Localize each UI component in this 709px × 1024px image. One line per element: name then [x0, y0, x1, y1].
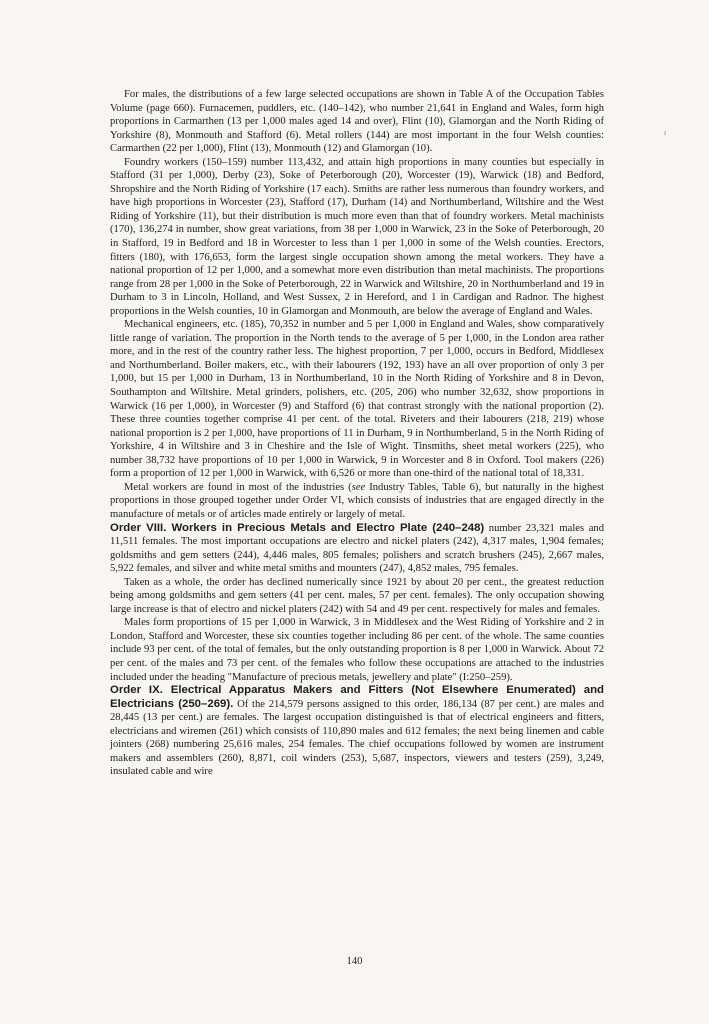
- paragraph-text: Taken as a whole, the order has declined numerically since 1921 by about 20 per cent., the greatest reduction being among goldsmiths and gem setters (41 per cent. males, 57 per cent. females). The only occupation showing large increase is that of electro and nickel platers (242) with 54 and 49 per cent. respectively for males and females.: [110, 576, 604, 615]
- paragraph-mechanical-engineers: [110, 318, 604, 481]
- paragraph-order-proportions: [110, 616, 604, 684]
- paragraph-order-viii: [110, 522, 604, 576]
- paragraph-order-decline: [110, 576, 604, 617]
- paragraph-text: Metal workers are found in most of the industries (: [124, 481, 352, 493]
- paragraph-text: Of the 214,579 persons assigned to this order, 186,134 (87 per cent.) are males and 28,445 (13 per cent.) are females. The largest occupation distinguished is that of electrical engineers and fitters, electricians and wiremen (261) which consists of 110,890 males and 612 females; the next being linemen and cable jointers (268) numbering 25,616 males, 254 females. The chief occupations followed by women are instrument makers and assemblers (260), 8,871, coil winders (253), 5,687, inspectors, viewers and testers (259), 3,249, insulated cable and wire: [110, 698, 604, 778]
- paragraph-text: Foundry workers (150–159) number 113,432, and attain high proportions in many counties but especially in Stafford (31 per 1,000), Derby (23), Soke of Peterborough (20), Worcester (19), Warwick (18) and Bedford, Shropshire and the North Riding of Yorkshire (17 each). Smiths are rather less numerous than foundry workers, and have high proportions in Worcester (23), Stafford (17), Durham (14) and Northumberland, Wiltshire and the West Riding of Yorkshire (11), but their distribution is much more even than that of foundry workers. Metal machinists (170), 136,274 in number, show great variations, from 38 per 1,000 in Warwick, 23 in the Soke of Peterborough, 20 in Stafford, 19 in Bedford and 18 in Worcester to less than 1 per 1,000 in some of the Welsh counties. Erectors, fitters (180), with 176,653, form the largest single occupation shown among the metal workers. They have a national proportion of 12 per 1,000, and a somewhat more even distribution than metal machinists. The proportions range from 28 per 1,000 in the Soke of Peterborough, 22 in Warwick and Wiltshire, 20 in Northumberland and 19 in Durham to 3 in Lincoln, Holland, and West Sussex, 2 in Hereford, and 1 in Cardigan and Radnor. The highest proportions in the Welsh counties, 10 in Glamorgan and Monmouth, are below the average of England and Wales.: [110, 156, 604, 317]
- page-number: 140: [346, 956, 363, 967]
- paragraph-foundry-workers: [110, 156, 604, 319]
- paragraph-metal-workers: [110, 481, 604, 522]
- margin-mark: ı: [664, 128, 667, 137]
- paragraph-text: Industry Tables, Table 6), but naturally in the highest proportions in those grouped together under Order VI, which consists of industries that are engaged directly in the manufacture of metals or of articles made entirely or largely of metal.: [110, 481, 605, 520]
- body-text: [110, 88, 604, 779]
- paragraph-text: Males form proportions of 15 per 1,000 in Warwick, 3 in Middlesex and the West Riding of Yorkshire and 2 in London, Stafford and Worcester, these six counties together including 86 per cent. of the whole. The same counties include 93 per cent. of the total of females, but the only outstanding proportion is 8 per 1,000 in Warwick. About 72 per cent. of the males and 73 per cent. of the females who follow these occupations are attached to the industries included under the heading "Manufacture of precious metals, jewellery and plate" (I:250–259).: [110, 617, 604, 683]
- paragraph-text: Mechanical engineers, etc. (185), 70,352 in number and 5 per 1,000 in England and Wales, show comparatively little range of variation. The proportion in the North tends to the average of 5 per 1,000, in the London area rather more, and in the rest of the country rather less. The highest proportion, 7 per 1,000, occurs in Bedford, Middlesex and Northumberland. Boiler makers, etc., with their labourers (192, 193) have an all over proportion of only 3 per 1,000, but 15 per 1,000 in Durham, 13 in Northumberland, 10 in the North Riding of Yorkshire and 8 in Devon, Southampton and Wiltshire. Metal grinders, polishers, etc. (205, 206) who number 32,632, show proportions in Warwick (16 per 1,000), in Worcester (9) and Stafford (6) that contrast strongly with the national proportion (2). These three counties together comprise 41 per cent. of the total. Riveters and their labourers (218, 219) whose national proportion is 2 per 1,000, have proportions of 11 in Durham, 9 in Northumberland, 5 in the North Riding of Yorkshire, 4 in Wiltshire and 3 in Cheshire and the Isle of Wight. Tinsmiths, sheet metal workers (225), who number 38,732 have proportions of 10 per 1,000 in Warwick, 9 in Worcester and 8 in Oxford. Tool makers (226) form a proportion of 12 per 1,000 in Warwick, with 6,526 or more than one-third of the national total of 18,331.: [110, 319, 604, 480]
- italic-see: see: [351, 481, 366, 493]
- paragraph-furnacemen: [110, 88, 604, 156]
- paragraph-order-ix: [110, 684, 604, 779]
- paragraph-text: number 23,321 males and 11,511 females. The most important occupations are electro and nickel platers (242), 4,317 males, 1,904 females; goldsmiths and gem setters (244), 4,446 males, 805 females; polishers and scratch brushers (245), 2,667 males, 5,922 females, and silver and white metal smiths and mounters (247), 4,852 males, 795 females.: [110, 522, 605, 575]
- order-viii-heading: Order VIII. Workers in Precious Metals and Electro Plate (240–248): [110, 521, 485, 534]
- order-ix-heading: Order IX. Electrical Apparatus Makers and Fitters (Not Elsewhere Enumerated) and Electricians (250–269).: [110, 684, 604, 710]
- paragraph-text: For males, the distributions of a few large selected occupations are shown in Table A of the Occupation Tables Volume (page 660). Furnacemen, puddlers, etc. (140–142), who number 21,641 in England and Wales, form high proportions in Carmarthen (13 per 1,000 males aged 14 and over), Flint (10), Glamorgan and the North Riding of Yorkshire (8), Monmouth and Stafford (6). Metal rollers (144) are most important in the four Welsh counties: Carmarthen (22 per 1,000), Flint (13), Monmouth (12) and Glamorgan (10).: [110, 89, 604, 155]
